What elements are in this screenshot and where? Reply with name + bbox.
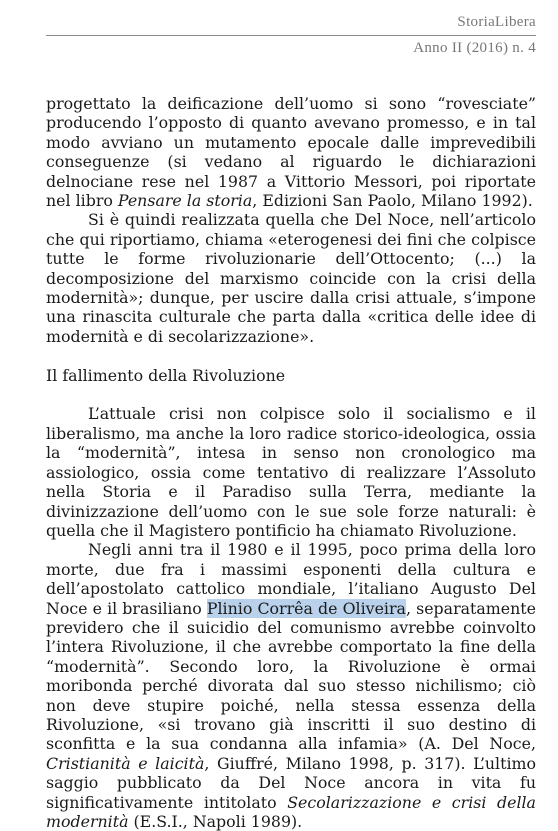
paragraph-4-text-b: , separatamente previdero che il suicidio del comunismo avrebbe coinvolto l’intera Rivoluzione, il che avrebbe comportato la fine della “modernità”. Secondo loro, la Rivoluzione è ormai moribonda perché divorata dal suo stesso nichilismo; ciò non deve stupire poiché, nella stessa essenza della Rivoluzione, «si trovano già inscritti il suo destino di sconfitta e la sua condanna alla infamia» (A. Del Noce, [46,598,537,754]
issue-info: Anno II (2016) n. 4 [413,40,536,56]
paragraph-4-text-c: , Giuffré, Milano 1998, p. 317). L’ultimo saggio pubblicato da Del Noce ancora in vita fu significativamente intitolato [46,753,536,812]
paragraph-1 [46,94,536,210]
paragraph-4-text-a: Negli anni tra il 1980 e il 1995, poco prima della loro morte, due fra i massimi esponenti della cultura e dell’apostolato cattolico mondiale, l’italiano Augusto Del Noce e il brasiliano [46,540,536,618]
section-heading: Il fallimento della Rivoluzione [46,365,286,385]
page-header [46,12,536,57]
paragraph-3: L’attuale crisi non colpisce solo il socialismo e il liberalismo, ma anche la loro radice storico-ideologica, ossia la “modernità”, intesa in senso non cronologico ma assiologico, ossia come tentativo di realizzare l’Assoluto nella Storia e il Paradiso sulla Terra, mediante la divinizzazione dell’uomo con le sue sole forze naturali: è quella che il Magistero pontificio ha chiamato Rivoluzione. [46,404,536,540]
book-title-cristianita: Cristianità e laicità [46,753,205,773]
article-body [46,94,536,831]
paragraph-1-text-a: progettato la deificazione dell’uomo si sono “rovesciate” producendo l’opposto di quanto avevano promesso, e in tal modo avviano un mutamento epocale dalle imprevedibili conseguenze (si vedano al riguardo le dichiarazioni delnociane rese nel 1987 a Vittorio Messori, poi riportate nel libro [46,94,536,211]
spacer [46,385,536,404]
paragraph-2: Si è quindi realizzata quella che Del Noce, nell’articolo che qui riportiamo, chiama «eterogenesi dei fini che colpisce tutte le forme rivoluzionarie dell’Ottocento; (...) la decomposizione del marxismo coincide con la crisi della modernità»; dunque, per uscire dalla crisi attuale, s’impone una rinascita culturale che parta dalla «critica delle idee di modernità e di secolarizzazione». [46,210,536,346]
book-title-pensare-la-storia: Pensare la storia [117,191,253,211]
book-title-secolarizzazione: Secolarizzazione e crisi della modernità [46,792,536,831]
paragraph-4 [46,540,536,831]
header-rule [46,35,536,36]
journal-title: StoriaLibera [457,14,536,30]
paragraph-4-text-d: (E.S.I., Napoli 1989). [128,812,303,831]
paragraph-1-text-b: , Edizioni San Paolo, Milano 1992). [252,191,533,211]
spacer [46,346,536,365]
selected-text-highlight[interactable]: Plinio Corrêa de Oliveira [206,598,406,618]
